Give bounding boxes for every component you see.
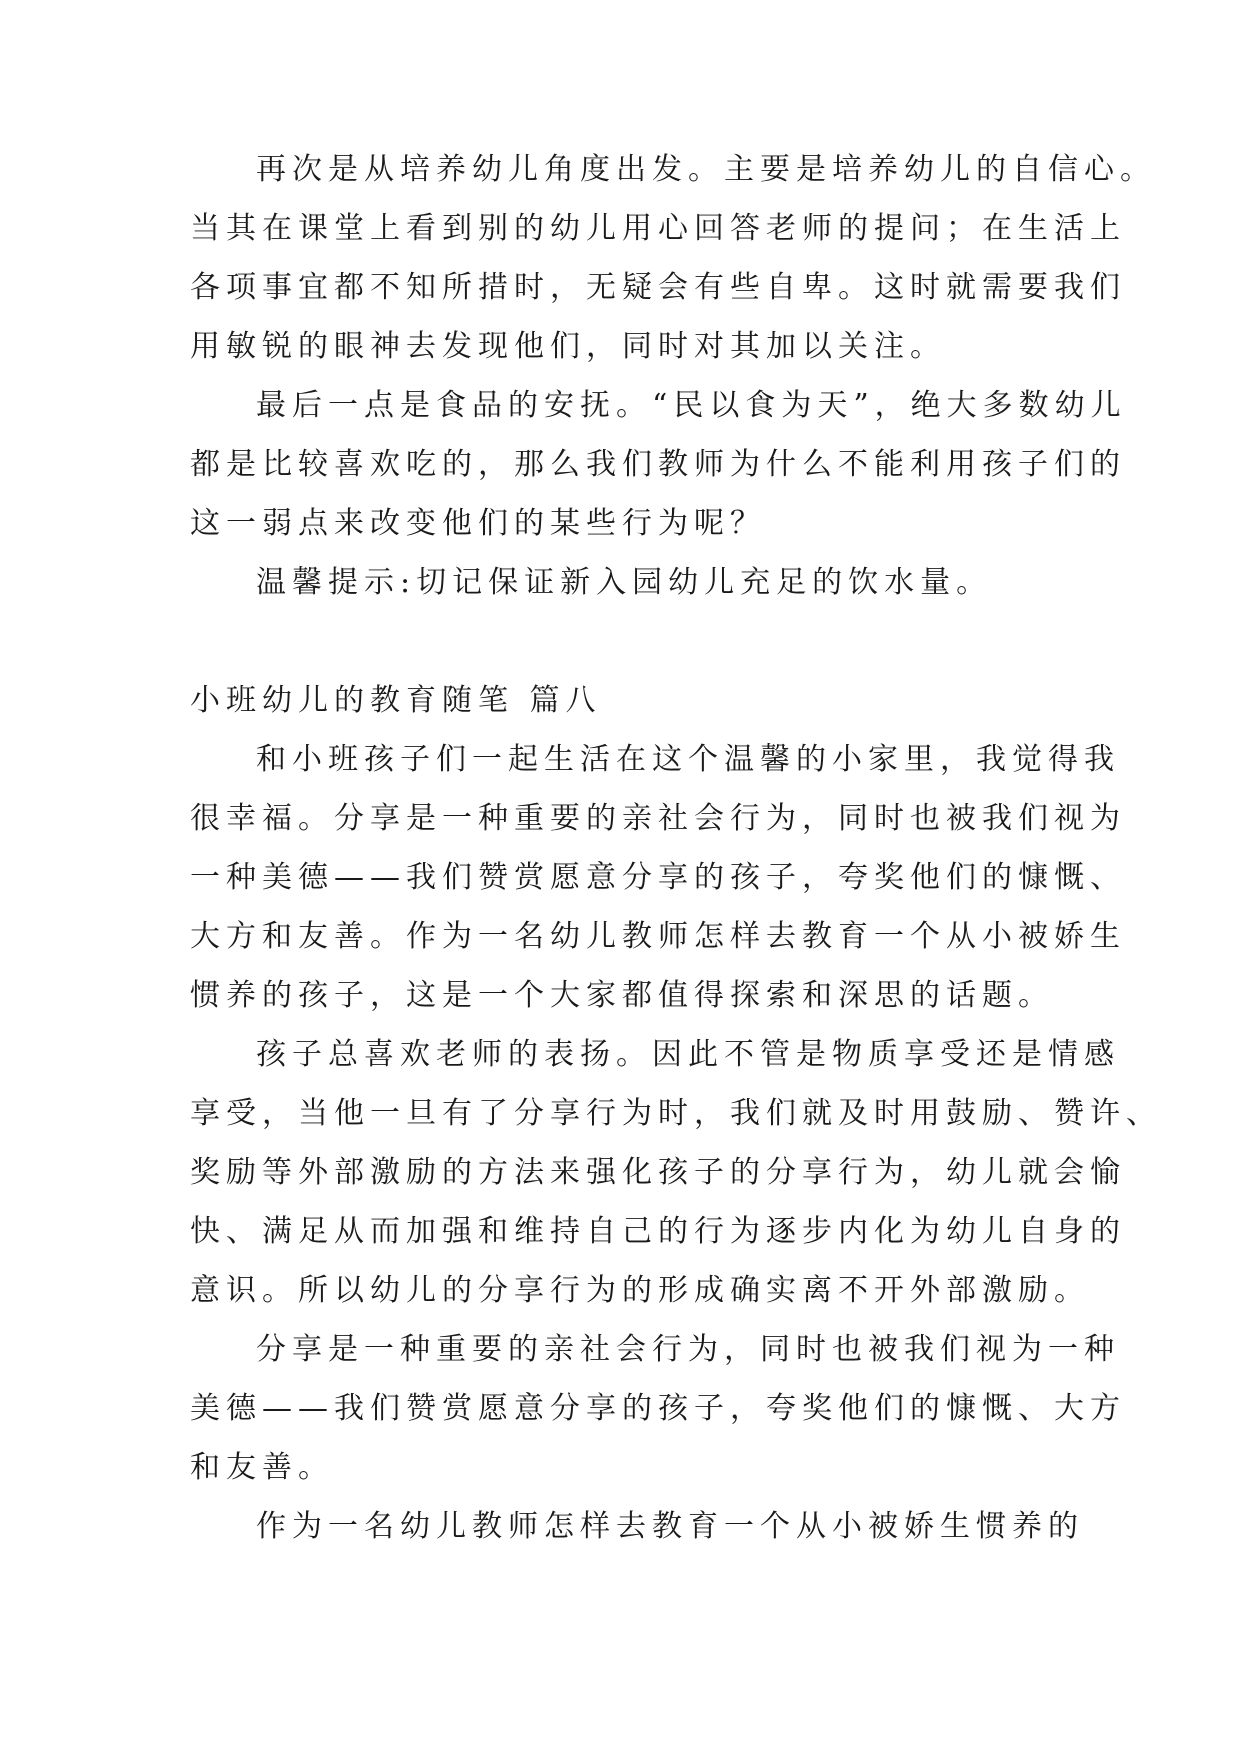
text-line: 孩子总喜欢老师的表扬。因此不管是物质享受还是情感 — [256, 1037, 1120, 1072]
text-line: 再次是从培养幼儿角度出发。主要是培养幼儿的自信心。 — [256, 152, 1156, 187]
text-line: 大方和友善。作为一名幼儿教师怎样去教育一个从小被娇生 — [190, 919, 1126, 954]
text-line: 意识。所以幼儿的分享行为的形成确实离不开外部激励。 — [190, 1273, 1090, 1308]
text-line: 很幸福。分享是一种重要的亲社会行为，同时也被我们视为 — [190, 801, 1126, 836]
text-line: 温馨提示:切记保证新入园幼儿充足的饮水量。 — [256, 565, 993, 600]
text-line: 当其在课堂上看到别的幼儿用心回答老师的提问；在生活上 — [190, 211, 1126, 246]
text-line: 美德——我们赞赏愿意分享的孩子，夸奖他们的慷慨、大方 — [190, 1391, 1126, 1426]
text-line: 一种美德——我们赞赏愿意分享的孩子，夸奖他们的慷慨、 — [190, 860, 1126, 895]
text-line: 惯养的孩子，这是一个大家都值得探索和深思的话题。 — [190, 978, 1054, 1013]
text-line: 各项事宜都不知所措时，无疑会有些自卑。这时就需要我们 — [190, 270, 1126, 305]
text-line: 用敏锐的眼神去发现他们，同时对其加以关注。 — [190, 329, 946, 364]
text-line: 快、满足从而加强和维持自己的行为逐步内化为幼儿自身的 — [190, 1214, 1126, 1249]
text-line: 分享是一种重要的亲社会行为，同时也被我们视为一种 — [256, 1332, 1120, 1367]
section-heading: 小班幼儿的教育随笔 篇八 — [190, 683, 602, 718]
text-line: 和小班孩子们一起生活在这个温馨的小家里，我觉得我 — [256, 742, 1120, 777]
text-line: 这一弱点来改变他们的某些行为呢？ — [190, 506, 766, 541]
text-line: 奖励等外部激励的方法来强化孩子的分享行为，幼儿就会愉 — [190, 1155, 1126, 1190]
text-line: 享受，当他一旦有了分享行为时，我们就及时用鼓励、赞许、 — [190, 1096, 1162, 1131]
text-line: 和友善。 — [190, 1450, 334, 1485]
text-line: 最后一点是食品的安抚。“民以食为天”，绝大多数幼儿 — [256, 388, 1127, 423]
text-line: 作为一名幼儿教师怎样去教育一个从小被娇生惯养的 — [256, 1509, 1084, 1544]
text-line: 都是比较喜欢吃的，那么我们教师为什么不能利用孩子们的 — [190, 447, 1126, 482]
